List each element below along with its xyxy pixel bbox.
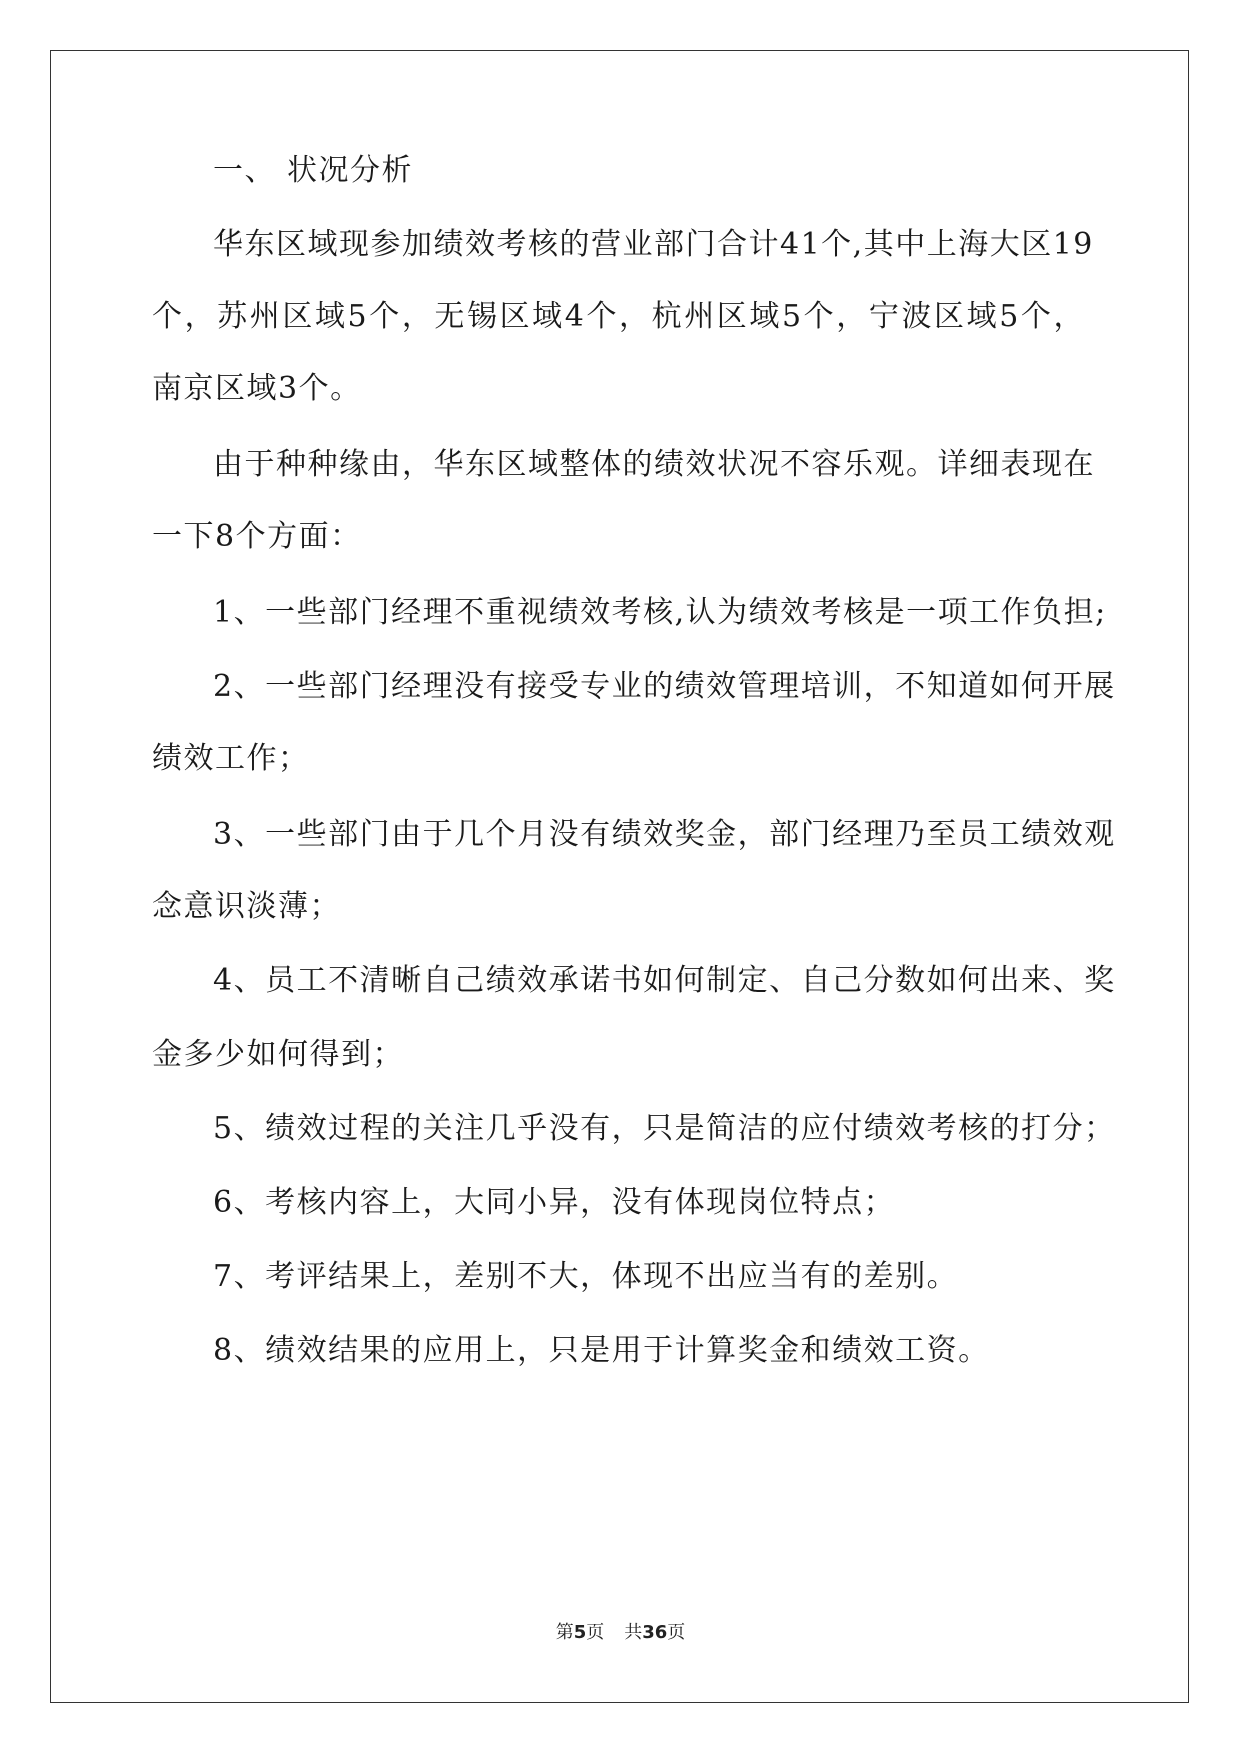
list-item-2-line-2: 绩效工作； (152, 741, 310, 776)
footer-total-suffix: 页 (667, 1622, 686, 1643)
section-heading: 一、 状况分析 (213, 153, 414, 188)
list-item-3-line-2: 念意识淡薄； (152, 889, 341, 924)
list-item-7: 7、考评结果上，差别不大，体现不出应当有的差别。 (213, 1259, 959, 1294)
list-item-5: 5、绩效过程的关注几乎没有，只是简洁的应付绩效考核的打分； (213, 1111, 1116, 1146)
list-item-3-line-1: 3、一些部门由于几个月没有绩效奖金，部门经理乃至员工绩效观 (213, 817, 1116, 852)
total-pages-number: 36 (642, 1622, 668, 1643)
current-page-number: 5 (573, 1622, 587, 1643)
page-border (50, 50, 1189, 1703)
paragraph-1-line-1: 华东区域现参加绩效考核的营业部门合计41个,其中上海大区19 (213, 227, 1094, 262)
list-item-8: 8、绩效结果的应用上，只是用于计算奖金和绩效工资。 (213, 1333, 990, 1368)
footer-page-word: 页 (586, 1622, 605, 1643)
list-item-6: 6、考核内容上，大同小异，没有体现岗位特点； (213, 1185, 896, 1220)
paragraph-2-line-1: 由于种种缘由，华东区域整体的绩效状况不容乐观。详细表现在 (213, 447, 1095, 482)
page-footer (0, 1622, 1241, 1644)
footer-total-prefix: 共 (624, 1622, 643, 1643)
list-item-2-line-1: 2、一些部门经理没有接受专业的绩效管理培训，不知道如何开展 (213, 669, 1116, 704)
footer-prefix: 第 (555, 1622, 574, 1643)
list-item-4-line-1: 4、员工不清晰自己绩效承诺书如何制定、自己分数如何出来、奖 (213, 963, 1116, 998)
list-item-4-line-2: 金多少如何得到； (152, 1037, 404, 1072)
paragraph-1-line-3: 南京区域3个。 (152, 371, 362, 406)
list-item-1: 1、一些部门经理不重视绩效考核,认为绩效考核是一项工作负担; (213, 595, 1107, 630)
paragraph-1-line-2: 个，苏州区域5个，无锡区域4个，杭州区域5个，宁波区域5个， (152, 299, 1085, 334)
paragraph-2-line-2: 一下8个方面： (152, 519, 362, 554)
